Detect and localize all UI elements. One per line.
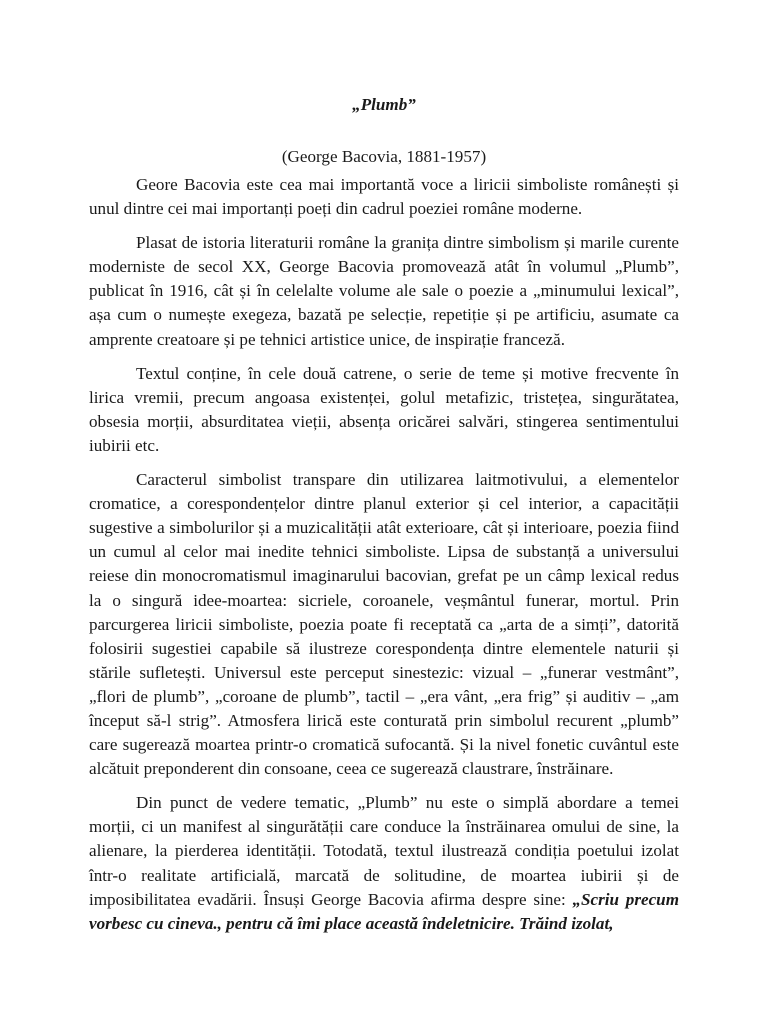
bacovia-quote: „Scriu precum vorbesc cu cineva., pentru că îmi place această îndeletnicire. Trăind izolat, <box>89 889 679 933</box>
paragraph-4: Caracterul simbolist transpare din utilizarea laitmotivului, a elementelor cromatice, a corespondențelor dintre planul exterior și cel interior, a capacității sugestive a simbolurilor și a muzicalității atât exterioare, cât și interioare, poezia fiind un cumul al celor mai inedite tehnici simboliste. Lipsa de substanță a universului reiese din monocromatismul imaginarului bacovian, grefat pe un câmp lexical redus la o singură idee-moartea: sicriele, coroanele, veșmântul funerar, mortul. Prin parcurgerea liricii simboliste, poezia poate fi receptată ca „arta de a simți”, datorită folosirii sugestiei capabile să ilustreze corespondența dintre elementele naturii și stările sufletești. Universul este perceput sinestezic: vizual – „funerar vestmânt”, „flori de plumb”, „coroane de plumb”, tactil – „era vânt, „era frig” și auditiv – „am început să-l strig”. Atmosfera lirică este conturată prin simbolul recurent „plumb” care sugerează moartea printr-o cromatică sufocantă. Și la nivel fonetic cuvântul este alcătuit preponderent din consoane, ceea ce sugerează claustrare, înstrăinare. <box>89 470 679 779</box>
paragraph-3: Textul conține, în cele două catrene, o serie de teme și motive frecvente în lirica vremii, precum angoasa existenței, golul metafizic, tristețea, singurătatea, obsesia morții, absurditatea vieții, absența oricărei salvări, stingerea sentimentului iubirii etc. <box>89 363 679 455</box>
paragraph-2: Plasat de istoria literaturii române la granița dintre simbolism și marile curente moderniste de secol XX, George Bacovia promovează atât în volumul „Plumb”, publicat în 1916, cât și în celelalte volume ale sale o poezie a „minumului lexical”, așa cum o numește exegeza, bazată pe selecție, repetiție și pe artificiu, asumate ca amprente creatoare și pe tehnici artistice unice, de inspirație franceză. <box>89 233 679 349</box>
paragraph-1: Geore Bacovia este cea mai importantă voce a liricii simboliste românești și unul dintre cei mai importanți poeți din cadrul poeziei române moderne. <box>89 175 679 219</box>
document-title: „Plumb” <box>352 95 416 114</box>
paragraph-5 <box>89 791 679 936</box>
paragraph-5-text: Din punct de vedere tematic, „Plumb” nu este o simplă abordare a temei morții, ci un manifest al singurătății care conduce la înstrăinarea omului de sine, la alienare, la pierderea identității. Totodată, textul ilustrează condiția poetului izolat într-o realitate artificială, marcată de solitudine, de moartea iubirii și de imposibilitatea evadării. Însuși George Bacovia afirma despre sine: <box>89 793 679 909</box>
document-subtitle: (George Bacovia, 1881-1957) <box>281 147 487 166</box>
